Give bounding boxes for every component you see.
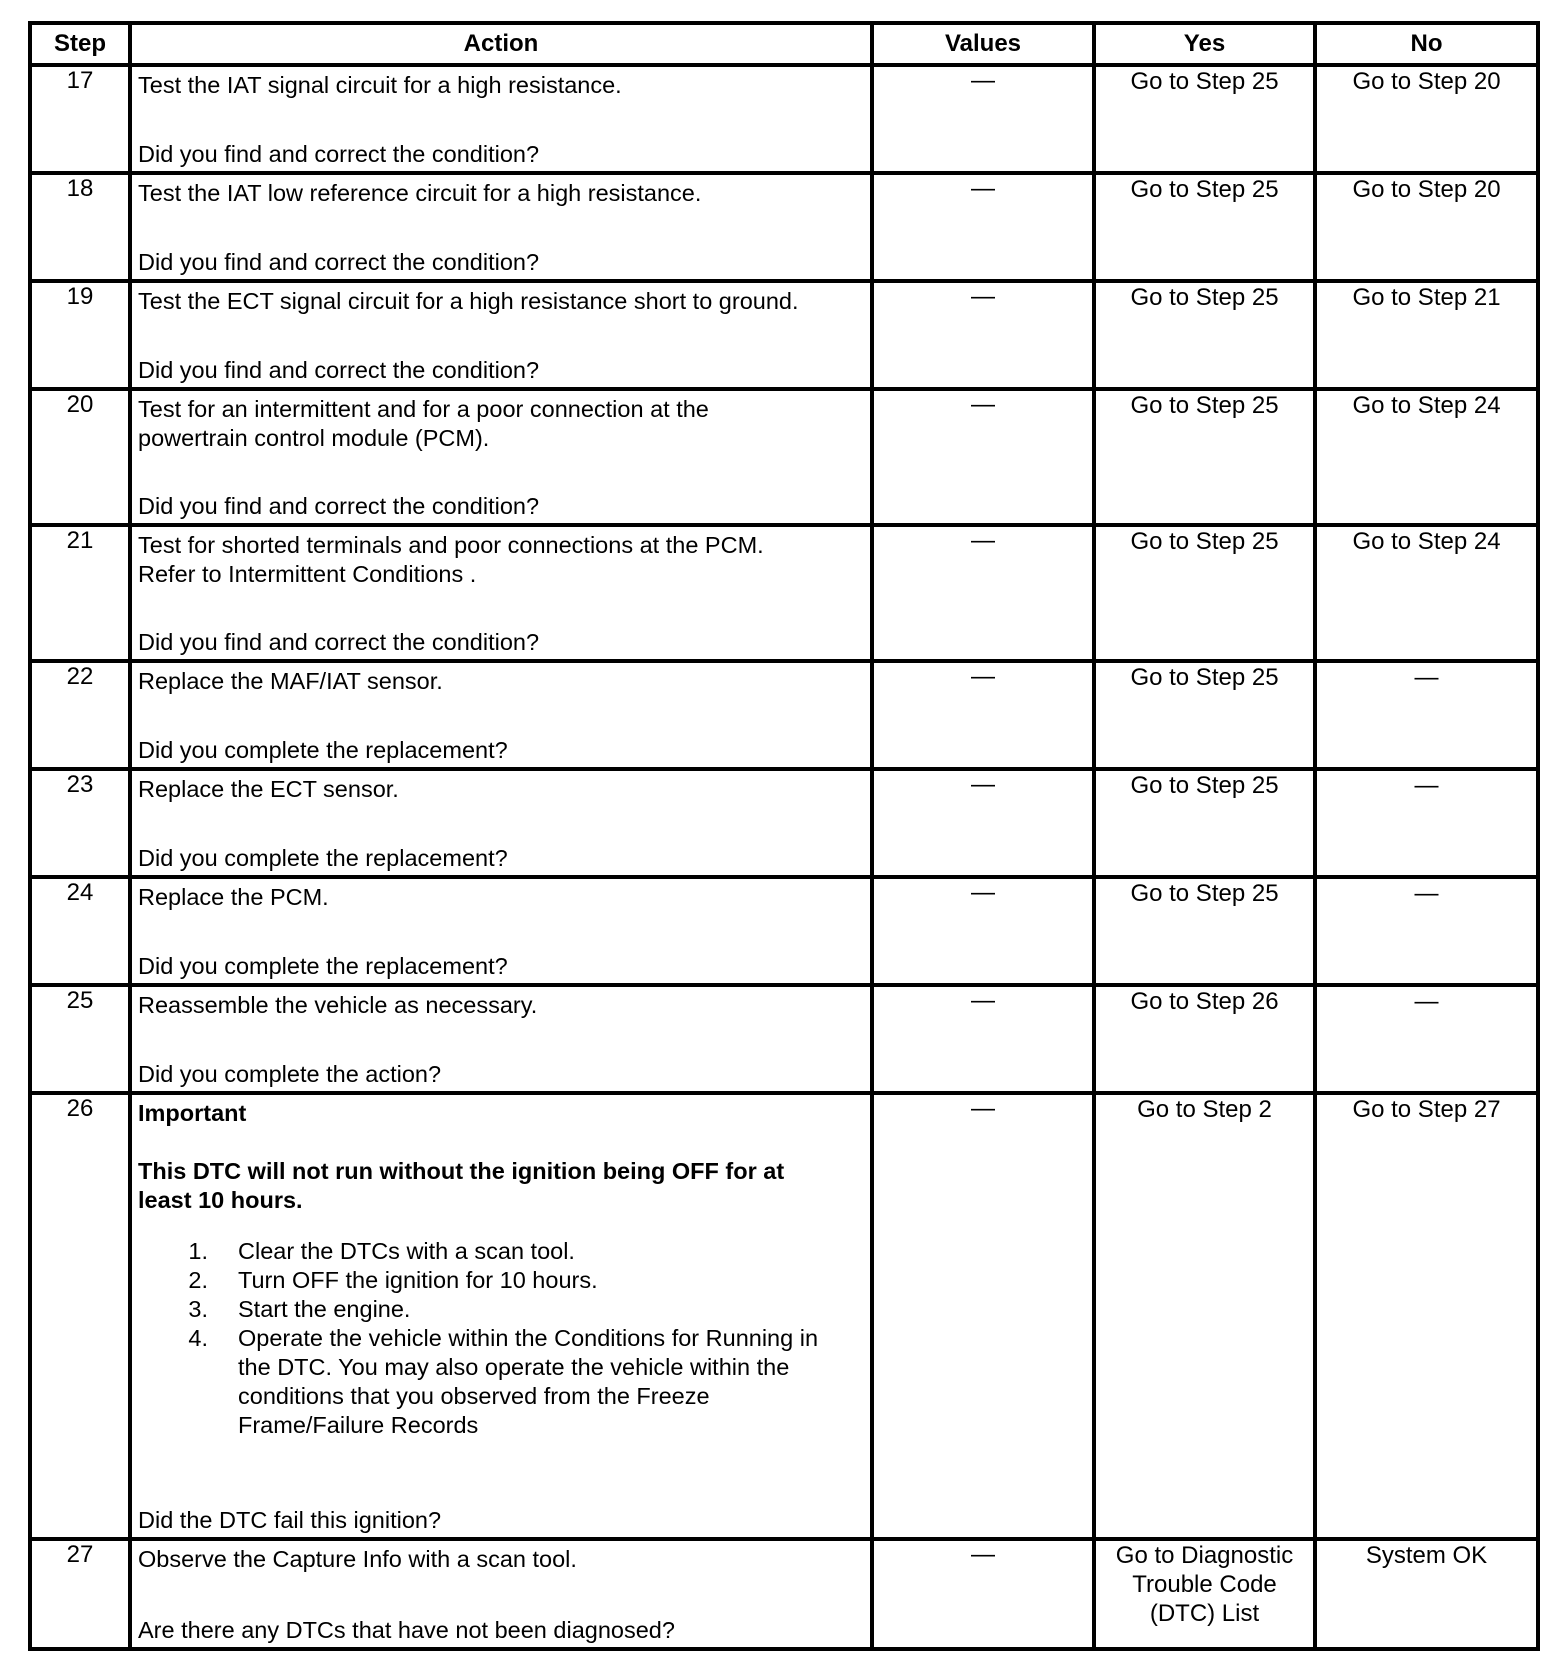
list-item: 4. Operate the vehicle within the Conditions for Running in the DTC. You may also operate the vehicle within the conditions that you observed from the Freeze Frame/Failure Records [188,1325,819,1438]
values-cell: — [872,281,1094,389]
action-question: Did you find and correct the condition? [138,249,540,275]
action-text: Test the IAT low reference circuit for a high resistance. [138,180,702,206]
step-number: 25 [30,985,130,1093]
table-row [30,173,1538,281]
values-cell: — [872,65,1094,173]
header-no: No [1315,23,1538,65]
values-cell: — [872,661,1094,769]
header-values: Values [872,23,1094,65]
important-note: This DTC will not run without the ignition being OFF for at [138,1158,785,1184]
no-cell: Go to Step 27 [1315,1093,1538,1539]
header-step: Step [30,23,130,65]
values-cell: — [872,525,1094,661]
action-question: Did you complete the replacement? [138,845,508,871]
table-row [30,389,1538,525]
yes-cell: Go to Step 25 [1094,525,1315,661]
action-text: Test the ECT signal circuit for a high resistance short to ground. [138,288,799,314]
table-row [30,1093,1538,1539]
action-text: powertrain control module (PCM). [138,425,490,451]
action-text: Test for an intermittent and for a poor connection at the [138,396,709,422]
important-note: least 10 hours. [138,1187,303,1213]
header-action: Action [130,23,872,65]
action-cell [130,65,872,173]
action-text: Refer to Intermittent Conditions . [138,561,477,587]
action-question: Did you find and correct the condition? [138,629,540,655]
action-cell [130,769,872,877]
table-row [30,65,1538,173]
yes-line: Trouble Code [1132,1571,1277,1598]
no-cell: Go to Step 24 [1315,525,1538,661]
table-row [30,661,1538,769]
step-number: 23 [30,769,130,877]
no-cell: Go to Step 24 [1315,389,1538,525]
diagnostic-table [28,21,1540,1651]
action-question: Are there any DTCs that have not been diagnosed? [138,1617,675,1643]
list-item: 1. Clear the DTCs with a scan tool. [188,1238,575,1264]
step-number: 24 [30,877,130,985]
list-item: 2. Turn OFF the ignition for 10 hours. [188,1267,598,1293]
action-cell [130,173,872,281]
table-row [30,525,1538,661]
action-question: Did you complete the replacement? [138,953,508,979]
header-row [30,23,1538,65]
yes-cell: Go to Step 25 [1094,877,1315,985]
table-row [30,769,1538,877]
values-cell: — [872,173,1094,281]
values-cell: — [872,877,1094,985]
yes-cell: Go to Step 26 [1094,985,1315,1093]
action-cell [130,525,872,661]
no-cell: System OK [1315,1539,1538,1649]
step-number: 21 [30,525,130,661]
step-number: 19 [30,281,130,389]
yes-cell [1094,1539,1315,1649]
action-cell [130,877,872,985]
important-title: Important [138,1100,247,1126]
values-cell: — [872,389,1094,525]
table-row [30,985,1538,1093]
step-number: 22 [30,661,130,769]
values-cell: — [872,769,1094,877]
yes-cell: Go to Step 25 [1094,65,1315,173]
no-cell: Go to Step 20 [1315,65,1538,173]
no-cell: — [1315,661,1538,769]
no-cell: Go to Step 20 [1315,173,1538,281]
action-cell [130,389,872,525]
values-cell: — [872,1093,1094,1539]
yes-cell: Go to Step 2 [1094,1093,1315,1539]
action-cell [130,1539,872,1649]
action-cell [130,1093,872,1539]
action-text: Replace the ECT sensor. [138,776,399,802]
action-question: Did you find and correct the condition? [138,493,540,519]
action-question: Did you complete the action? [138,1061,442,1087]
action-cell [130,985,872,1093]
table-row [30,877,1538,985]
yes-cell: Go to Step 25 [1094,389,1315,525]
action-text: Reassemble the vehicle as necessary. [138,992,538,1018]
action-question: Did the DTC fail this ignition? [138,1507,442,1533]
no-cell: — [1315,769,1538,877]
step-number: 20 [30,389,130,525]
yes-cell: Go to Step 25 [1094,769,1315,877]
action-question: Did you complete the replacement? [138,737,508,763]
action-question: Did you find and correct the condition? [138,357,540,383]
action-text: Test for shorted terminals and poor connections at the PCM. [138,532,764,558]
action-text: Test the IAT signal circuit for a high resistance. [138,72,622,98]
action-text: Observe the Capture Info with a scan tool. [138,1546,577,1572]
yes-line: (DTC) List [1149,1600,1260,1627]
step-number: 26 [30,1093,130,1539]
procedure-list [138,1237,864,1440]
values-cell: — [872,1539,1094,1649]
table-row [30,281,1538,389]
yes-cell: Go to Step 25 [1094,661,1315,769]
step-number: 18 [30,173,130,281]
action-cell [130,281,872,389]
header-yes: Yes [1094,23,1315,65]
values-cell: — [872,985,1094,1093]
yes-line: Go to Diagnostic [1115,1542,1294,1569]
no-cell: Go to Step 21 [1315,281,1538,389]
action-cell [130,661,872,769]
yes-cell: Go to Step 25 [1094,173,1315,281]
step-number: 27 [30,1539,130,1649]
no-cell: — [1315,985,1538,1093]
action-text: Replace the MAF/IAT sensor. [138,668,443,694]
step-number: 17 [30,65,130,173]
no-cell: — [1315,877,1538,985]
action-question: Did you find and correct the condition? [138,141,540,167]
action-text: Replace the PCM. [138,884,329,910]
yes-cell: Go to Step 25 [1094,281,1315,389]
table-row [30,1539,1538,1649]
list-item: 3. Start the engine. [188,1296,411,1322]
